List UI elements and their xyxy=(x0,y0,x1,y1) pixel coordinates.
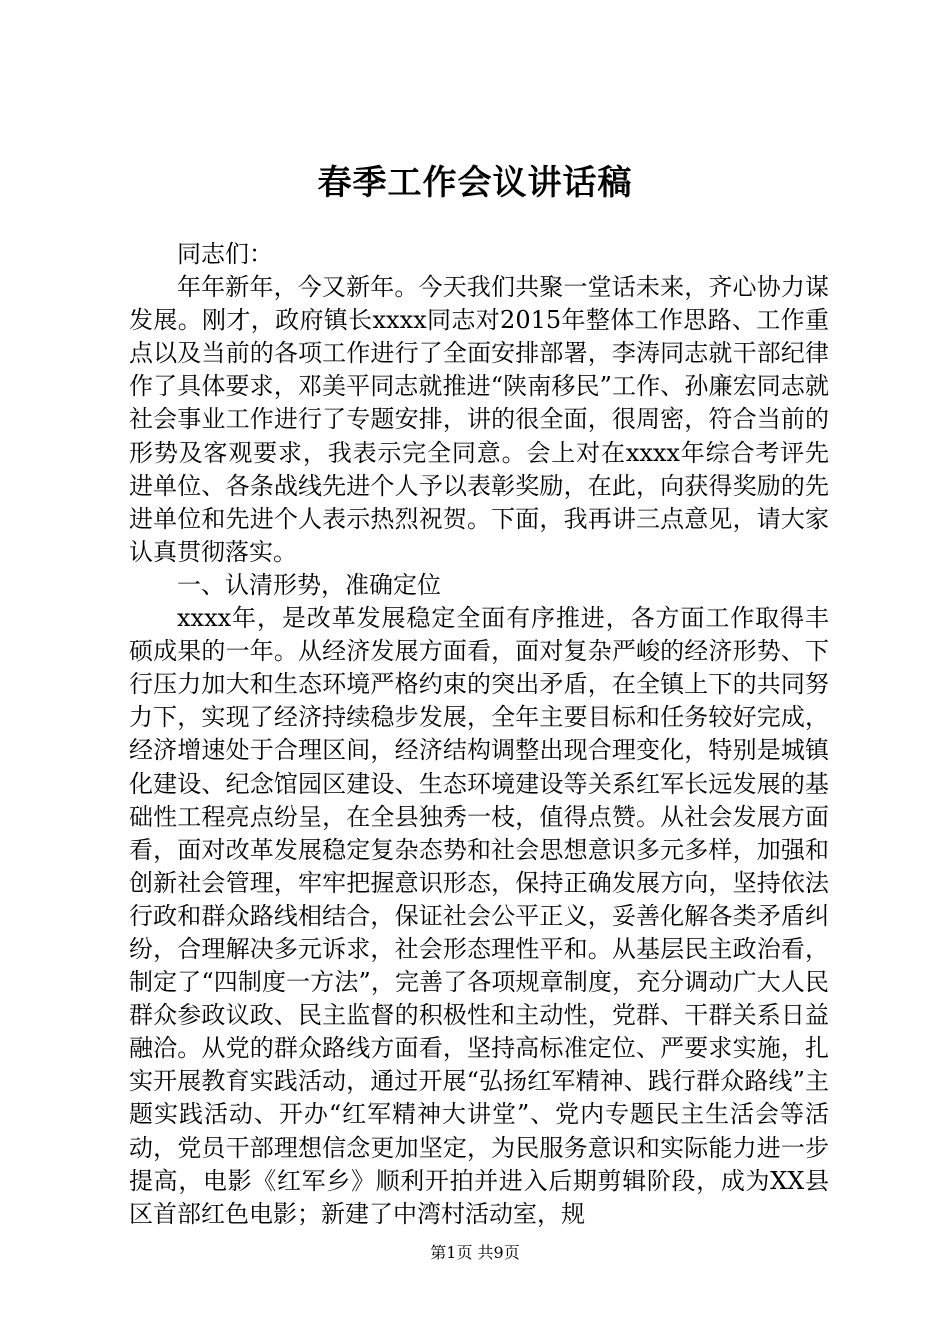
section-heading: 一、认清形势，准确定位 xyxy=(177,570,441,599)
document-title: 春季工作会议讲话稿 xyxy=(317,163,633,203)
document-body xyxy=(129,238,829,1231)
page-number: 第1页 共9页 xyxy=(430,1243,520,1262)
body-paragraph: 年年新年，今又新年。今天我们共聚一堂话未来，齐心协力谋发展。刚才，政府镇长xxxx同志对2015年整体工作思路、工作重点以及当前的各项工作进行了全面安排部署，李涛同志就干部纪律作了具体要求，邓美平同志就推进“陕南移民”工作、孙廉宏同志就社会事业工作进行了专题安排，讲的很全面，很周密，符合当前的形势及客观要求，我表示完全同意。会上对在xxxx年综合考评先进单位、各条战线先进个人予以表彰奖励，在此，向获得奖励的先进单位和先进个人表示热烈祝贺。下面，我再讲三点意见，请大家认真贯彻落实。 xyxy=(129,273,829,566)
body-paragraph: xxxx年，是改革发展稳定全面有序推进，各方面工作取得丰硕成果的一年。从经济发展方面看，面对复杂严峻的经济形势、下行压力加大和生态环境严格约束的突出矛盾，在全镇上下的共同努力下，实现了经济持续稳步发展，全年主要目标和任务较好完成，经济增速处于合理区间，经济结构调整出现合理变化，特别是城镇化建设、纪念馆园区建设、生态环境建设等关系红军长远发展的基础性工程亮点纷呈，在全县独秀一枝，值得点赞。从社会发展方面看，面对改革发展稳定复杂态势和社会思想意识多元多样，加强和创新社会管理，牢牢把握意识形态，保持正确发展方向，坚持依法行政和群众路线相结合，保证社会公平正义，妥善化解各类矛盾纠纷，合理解决多元诉求，社会形态理性平和。从基层民主政治看，制定了“四制度一方法”，完善了各项规章制度，充分调动广大人民群众参政议政、民主监督的积极性和主动性，党群、干群关系日益融洽。从党的群众路线方面看，坚持高标准定位、严要求实施，扎实开展教育实践活动，通过开展“弘扬红军精神、践行群众路线”主题实践活动、开办“红军精神大讲堂”、党内专题民主生活会等活动，党员干部理想信念更加坚定，为民服务意识和实际能力进一步提高，电影《红军乡》顺利开拍并进入后期剪辑阶段，成为XX县区首部红色电影；新建了中湾村活动室，规 xyxy=(129,604,829,1228)
salutation: 同志们： xyxy=(177,240,273,268)
